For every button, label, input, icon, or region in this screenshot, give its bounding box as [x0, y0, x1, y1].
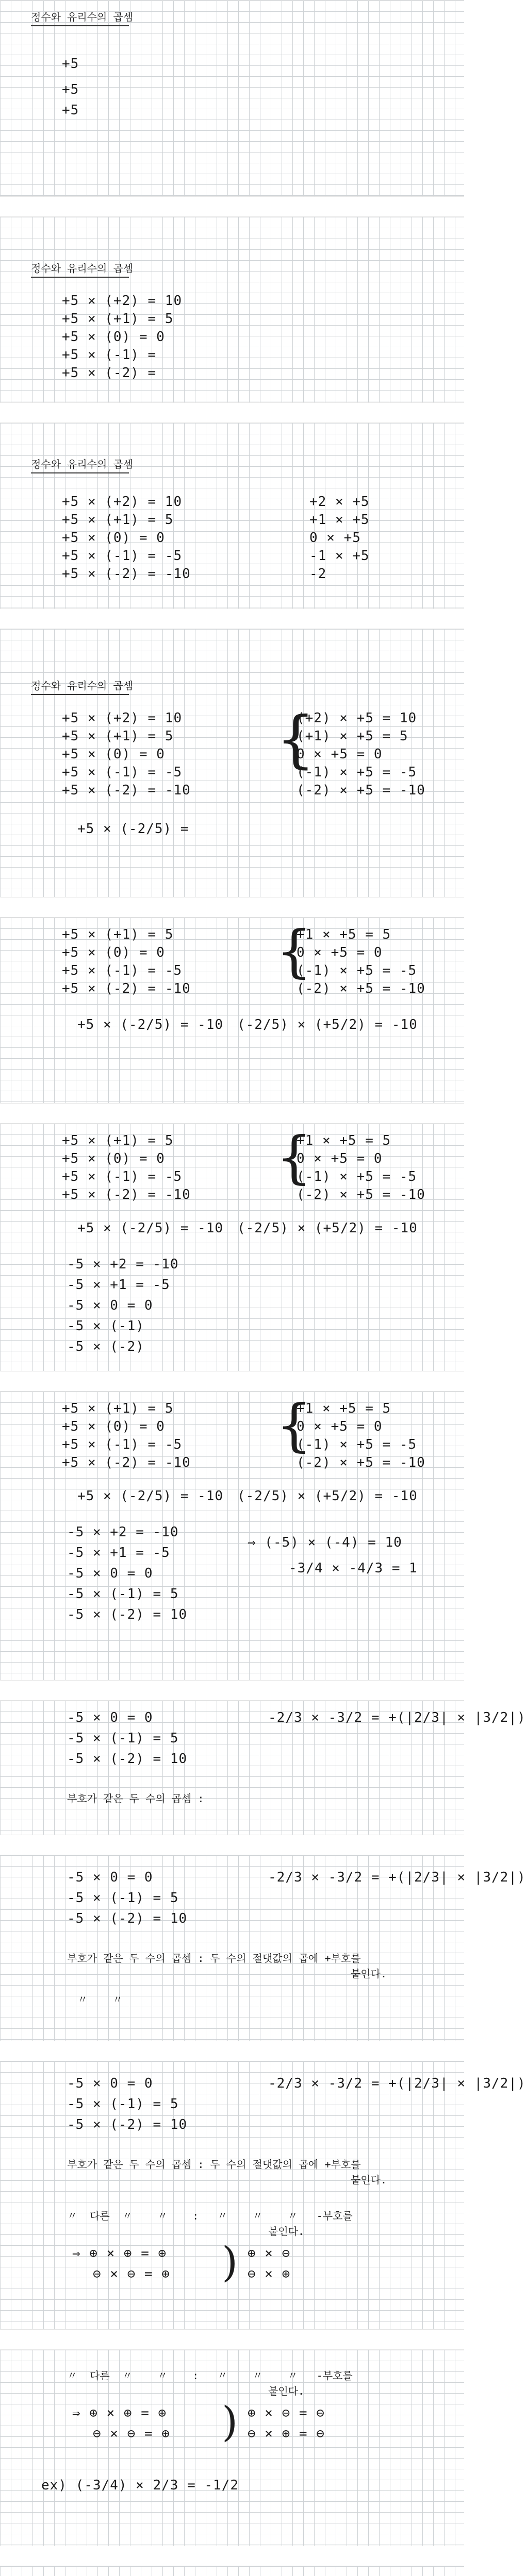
sign-rule-4: ⊖ × ⊕ = ⊖: [248, 2426, 325, 2442]
title-underline: [31, 694, 129, 695]
right-line-2: 0 × +5 = 0: [297, 945, 383, 960]
slide-title: 정수와 유리수의 곱셈: [31, 458, 133, 470]
line-2: -5 × (-1) = 5: [67, 1731, 179, 1746]
neg-line-2: -5 × +1 = -5: [67, 1277, 170, 1293]
right-line-1: +1 × +5 = 5: [297, 927, 391, 942]
title-underline: [31, 472, 129, 473]
left-line-2: +5 × (0) = 0: [62, 945, 165, 960]
equation-2: (-2/5) × (+5/2) = -10: [237, 1017, 418, 1032]
sign-rule-2: ⊖ × ⊖ = ⊕: [93, 2426, 170, 2442]
right-line-4: (-1) × +5 = -5: [297, 765, 417, 780]
rule-same-sign: 부호가 같은 두 수의 곱셈 : 두 수의 절댓값의 곱에 +부호를: [67, 2158, 361, 2171]
neg-line-3: -5 × 0 = 0: [67, 1566, 153, 1581]
rule-different-sign: 〃 다른 〃 〃 : 〃 〃 〃 -부호를: [67, 2210, 353, 2222]
left-line-1: +5 × (+1) = 5: [62, 927, 174, 942]
left-line-2: +5 × (+1) = 5: [62, 728, 174, 744]
sign-rule-3: ⊕ × ⊖ = ⊖: [248, 2405, 325, 2421]
left-line-2: +5 × (0) = 0: [62, 1419, 165, 1434]
title-underline: [31, 277, 129, 278]
left-line-5: +5 × (-2) = -10: [62, 783, 191, 798]
equation-1: +5 × (-2/5) = -10: [77, 1017, 224, 1032]
sign-rule-4: ⊖ × ⊕: [248, 2266, 291, 2282]
equation-2: (-2/5) × (+5/2) = -10: [237, 1488, 418, 1504]
right-equation: -2/3 × -3/2 = +(|2/3| × |3/2|): [268, 1870, 526, 1885]
right-equation: -2/3 × -3/2 = +(|2/3| × |3/2|): [268, 2076, 526, 2091]
neg-line-2: -5 × +1 = -5: [67, 1545, 170, 1561]
line-4: +5 × (-1) =: [62, 347, 157, 363]
slide-9: [0, 1855, 526, 2041]
left-line-4: +5 × (-2) = -10: [62, 981, 191, 996]
neg-line-1: -5 × +2 = -10: [67, 1257, 179, 1272]
arrow-equation: ⇒ (-5) × (-4) = 10: [248, 1535, 402, 1550]
left-line-3: +5 × (-1) = -5: [62, 1169, 183, 1184]
slide-4: [0, 629, 464, 897]
rule-different-sign: 〃 다른 〃 〃 : 〃 〃 〃 -부호를: [67, 2369, 353, 2382]
sign-rule-1: ⇒ ⊕ × ⊕ = ⊕: [72, 2246, 167, 2261]
slide-7: [0, 1391, 464, 1681]
right-line-1: +1 × +5 = 5: [297, 1133, 391, 1148]
slide-title: 정수와 유리수의 곱셈: [31, 680, 133, 692]
right-line-3: (-1) × +5 = -5: [297, 963, 417, 978]
brace: ): [222, 2398, 238, 2446]
rule-different-sign-cont: 붙인다.: [268, 2385, 305, 2397]
line-2: +5: [62, 82, 79, 97]
equation-1: +5 × (-2/5) = -10: [77, 1221, 224, 1236]
neg-line-4: -5 × (-1) = 5: [67, 1586, 179, 1602]
neg-line-5: -5 × (-2) = 10: [67, 1607, 188, 1622]
right-line-3: (-1) × +5 = -5: [297, 1437, 417, 1452]
equation-2: (-2/5) × (+5/2) = -10: [237, 1221, 418, 1236]
right-line-4: (-2) × +5 = -10: [297, 981, 425, 996]
slide-12: [0, 2566, 464, 2576]
slide-11: [0, 2349, 464, 2546]
rule-same-sign-cont: 붙인다.: [351, 2174, 387, 2186]
left-line-4: +5 × (-1) = -5: [62, 548, 183, 564]
right-line-1: (+2) × +5 = 10: [297, 710, 417, 726]
rule-same-sign: 부호가 같은 두 수의 곱셈 : 두 수의 절댓값의 곱에 +부호를: [67, 1952, 361, 1964]
left-line-1: +5 × (+2) = 10: [62, 710, 183, 726]
left-line-5: +5 × (-2) = -10: [62, 566, 191, 582]
line-3: -5 × (-2) = 10: [67, 1751, 188, 1767]
slide-10: [0, 2061, 526, 2330]
slide-title: 정수와 유리수의 곱셈: [31, 11, 133, 23]
line-1: -5 × 0 = 0: [67, 2076, 153, 2091]
right-line-5: -2: [309, 566, 327, 582]
left-line-1: +5 × (+2) = 10: [62, 494, 183, 510]
left-line-1: +5 × (+1) = 5: [62, 1133, 174, 1148]
equation-1: +5 × (-2/5) = -10: [77, 1488, 224, 1504]
rule-same-sign: 부호가 같은 두 수의 곱셈 :: [67, 1792, 204, 1805]
extra-line: +5 × (-2/5) =: [77, 821, 189, 837]
rule-same-sign-cont: 붙인다.: [351, 1968, 387, 1980]
brace: {: [276, 1392, 312, 1458]
left-line-2: +5 × (+1) = 5: [62, 512, 174, 528]
line-1: +5: [62, 56, 79, 72]
slide-8: [0, 1700, 526, 1835]
slide-1: [0, 0, 464, 197]
left-line-3: +5 × (-1) = -5: [62, 1437, 183, 1452]
line-3: -5 × (-2) = 10: [67, 2117, 188, 2132]
right-line-1: +2 × +5: [309, 494, 370, 510]
slide-5: [0, 917, 464, 1104]
line-5: +5 × (-2) =: [62, 365, 157, 381]
right-line-3: 0 × +5: [309, 530, 361, 546]
slide-3: [0, 422, 464, 609]
neg-line-5: -5 × (-2): [67, 1339, 144, 1354]
line-3: +5 × (0) = 0: [62, 329, 165, 345]
right-line-3: (-1) × +5 = -5: [297, 1169, 417, 1184]
ditto-marks: 〃 〃: [77, 1993, 123, 2006]
fraction-equation: -3/4 × -4/3 = 1: [289, 1561, 418, 1576]
right-line-3: 0 × +5 = 0: [297, 747, 383, 762]
left-line-3: +5 × (-1) = -5: [62, 963, 183, 978]
left-line-3: +5 × (0) = 0: [62, 747, 165, 762]
left-line-4: +5 × (-2) = -10: [62, 1455, 191, 1470]
example-1: ex) (-3/4) × 2/3 = -1/2: [41, 2478, 239, 2493]
brace: ): [222, 2238, 238, 2286]
rule-different-sign-cont: 붙인다.: [268, 2225, 305, 2238]
left-line-2: +5 × (0) = 0: [62, 1151, 165, 1166]
line-2: -5 × (-1) = 5: [67, 2096, 179, 2112]
right-line-5: (-2) × +5 = -10: [297, 783, 425, 798]
title-underline: [31, 25, 129, 26]
left-line-4: +5 × (-1) = -5: [62, 765, 183, 780]
line-2: +5 × (+1) = 5: [62, 311, 174, 327]
brace: {: [276, 1124, 312, 1190]
sign-rule-3: ⊕ × ⊖: [248, 2246, 291, 2261]
sign-rule-2: ⊖ × ⊖ = ⊕: [93, 2266, 170, 2282]
line-1: -5 × 0 = 0: [67, 1710, 153, 1725]
neg-line-1: -5 × +2 = -10: [67, 1524, 179, 1540]
slide-6: [0, 1123, 464, 1371]
brace: {: [276, 918, 312, 984]
neg-line-4: -5 × (-1): [67, 1318, 144, 1334]
left-line-1: +5 × (+1) = 5: [62, 1401, 174, 1416]
left-line-4: +5 × (-2) = -10: [62, 1187, 191, 1202]
left-line-3: +5 × (0) = 0: [62, 530, 165, 546]
right-equation: -2/3 × -3/2 = +(|2/3| × |3/2|): [268, 1710, 526, 1725]
brace: {: [276, 704, 316, 775]
slide-2: [0, 216, 464, 403]
right-line-2: (+1) × +5 = 5: [297, 728, 408, 744]
slide-title: 정수와 유리수의 곱셈: [31, 262, 133, 275]
line-2: -5 × (-1) = 5: [67, 1890, 179, 1906]
neg-line-3: -5 × 0 = 0: [67, 1298, 153, 1313]
right-line-2: 0 × +5 = 0: [297, 1151, 383, 1166]
sign-rule-1: ⇒ ⊕ × ⊕ = ⊕: [72, 2405, 167, 2421]
right-line-4: (-2) × +5 = -10: [297, 1187, 425, 1202]
line-3: -5 × (-2) = 10: [67, 1911, 188, 1926]
right-line-1: +1 × +5 = 5: [297, 1401, 391, 1416]
line-1: +5 × (+2) = 10: [62, 293, 183, 309]
right-line-2: +1 × +5: [309, 512, 370, 528]
line-1: -5 × 0 = 0: [67, 1870, 153, 1885]
right-line-4: (-2) × +5 = -10: [297, 1455, 425, 1470]
right-line-2: 0 × +5 = 0: [297, 1419, 383, 1434]
line-3: +5: [62, 103, 79, 118]
right-line-4: -1 × +5: [309, 548, 370, 564]
